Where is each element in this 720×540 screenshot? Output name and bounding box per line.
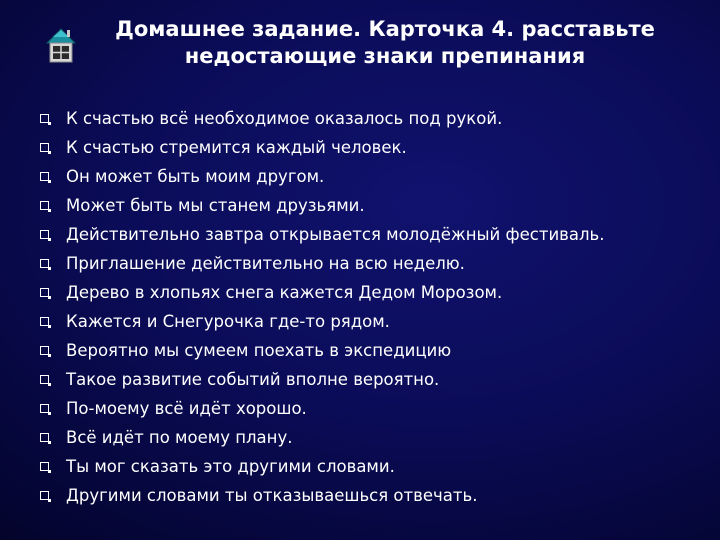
square-bullet-icon bbox=[40, 346, 49, 355]
square-bullet-icon bbox=[40, 491, 49, 500]
square-bullet-icon bbox=[40, 317, 49, 326]
list-item bbox=[40, 133, 700, 162]
list-item bbox=[40, 365, 700, 394]
square-bullet-icon bbox=[40, 433, 49, 442]
square-bullet-icon bbox=[40, 288, 49, 297]
square-bullet-icon bbox=[40, 201, 49, 210]
list-item-text: Всё идёт по моему плану. bbox=[66, 428, 293, 447]
list-item-text: Такое развитие событий вполне вероятно. bbox=[66, 370, 440, 389]
square-bullet-icon bbox=[40, 172, 49, 181]
list-item bbox=[40, 220, 700, 249]
title-line-1: Домашнее задание. Карточка 4. расставьте bbox=[115, 17, 655, 41]
list-item-text: К счастью стремится каждый человек. bbox=[66, 138, 407, 157]
square-bullet-icon bbox=[40, 462, 49, 471]
list-item-text: По-моему всё идёт хорошо. bbox=[66, 399, 307, 418]
list-item-text: Может быть мы станем друзьями. bbox=[66, 196, 365, 215]
square-bullet-icon bbox=[40, 114, 49, 123]
square-bullet-icon bbox=[40, 404, 49, 413]
list-item-text: Другими словами ты отказываешься отвечать. bbox=[66, 486, 478, 505]
list-item bbox=[40, 191, 700, 220]
square-bullet-icon bbox=[40, 230, 49, 239]
list-item-text: Действительно завтра открывается молодёжный фестиваль. bbox=[66, 225, 605, 244]
list-item bbox=[40, 278, 700, 307]
list-item bbox=[40, 104, 700, 133]
list-item bbox=[40, 162, 700, 191]
square-bullet-icon bbox=[40, 143, 49, 152]
list-item-text: Вероятно мы сумеем поехать в экспедицию bbox=[66, 341, 452, 360]
slide-title bbox=[90, 16, 680, 70]
list-item bbox=[40, 452, 700, 481]
title-line-2: недостающие знаки препинания bbox=[184, 44, 586, 68]
square-bullet-icon bbox=[40, 259, 49, 268]
list-item-text: Приглашение действительно на всю неделю. bbox=[66, 254, 465, 273]
list-item bbox=[40, 481, 700, 510]
list-item-text: Он может быть моим другом. bbox=[66, 167, 325, 186]
list-item bbox=[40, 336, 700, 365]
list-item-text: Кажется и Снегурочка где-то рядом. bbox=[66, 312, 390, 331]
list-item bbox=[40, 249, 700, 278]
list-item-text: Дерево в хлопьях снега кажется Дедом Морозом. bbox=[66, 283, 503, 302]
home-icon[interactable] bbox=[44, 26, 78, 66]
sentence-list bbox=[40, 104, 700, 510]
list-item bbox=[40, 394, 700, 423]
list-item bbox=[40, 423, 700, 452]
list-item-text: К счастью всё необходимое оказалось под рукой. bbox=[66, 109, 503, 128]
square-bullet-icon bbox=[40, 375, 49, 384]
list-item bbox=[40, 307, 700, 336]
list-item-text: Ты мог сказать это другими словами. bbox=[66, 457, 395, 476]
